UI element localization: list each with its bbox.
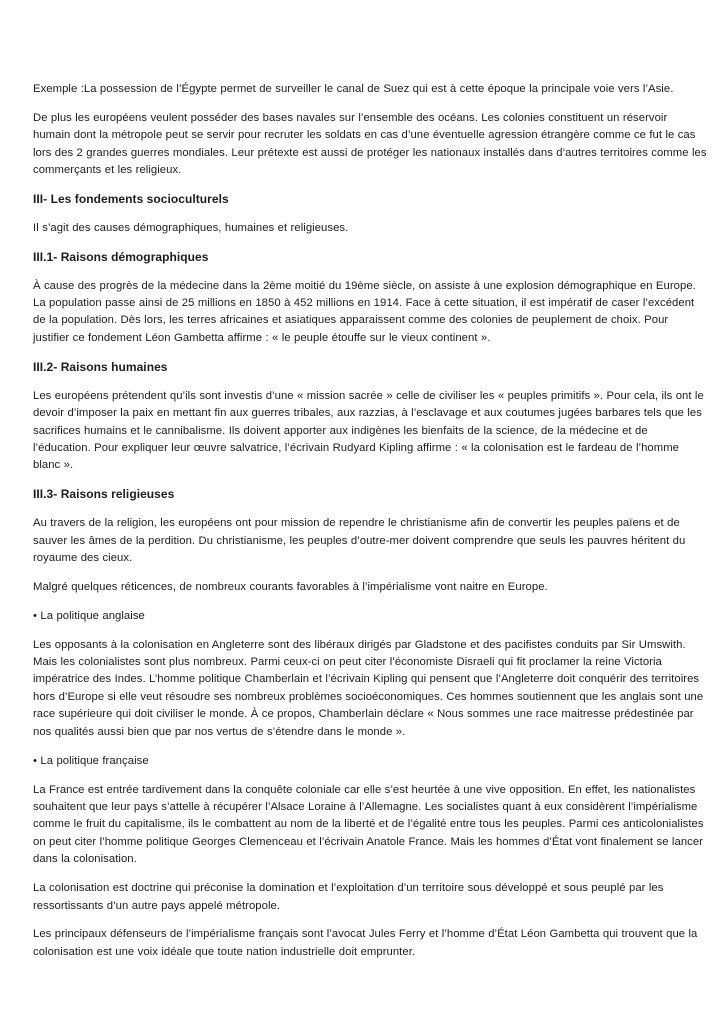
paragraph: Les principaux défenseurs de l’impérialisme français sont l’avocat Jules Ferry et l’homme d’État Léon Gambetta qui trouvent que la colonisation est une voix idéale que toute nation industrielle doit emprunter. <box>33 928 698 958</box>
paragraph: Les opposants à la colonisation en Angleterre sont des libéraux dirigés par Gladstone et des pacifistes conduits par Sir Umswith. Mais les colonialistes sont plus nombreux. Parmi ceux-ci on peut citer l’économiste Disraeli qui fit proclamer la reine Victoria impératrice des Indes. L’homme politique Chamberlain et l’écrivain Kipling qui pensent que l’Angleterre doit conquérir des territoires hors d’Europe si elle veut résoudre ses nombreux problèmes socioéconomiques. Ces hommes soutiennent que les anglais sont une race supérieure qui doit civiliser le monde. À ce propos, Chamberlain déclare « Nous sommes une race maitresse prédestinée par nos qualités aussi bien que par nos vertus de s’étendre dans le monde ». <box>33 638 704 738</box>
paragraph: De plus les européens veulent posséder des bases navales sur l’ensemble des océans. Les colonies constituent un réservoir humain dont la métropole peut se servir pour recruter les soldats en cas d’une éventuelle agression étrangère comme ce fut le cas lors des 2 grandes guerres mondiales. Leur prétexte est aussi de protéger les nationaux installés dans d’autres territoires comme les commerçants et les religieux. <box>33 111 707 177</box>
section-heading: III.3- Raisons religieuses <box>33 487 175 502</box>
paragraph: La France est entrée tardivement dans la conquête coloniale car elle s’est heurtée à une vive opposition. En effet, les nationalistes souhaitent que leur pays s’attelle à récupérer l’Alsace Loraine à l’Allemagne. Les socialistes quant à eux considèrent l’impérialisme comme le fruit du capitalisme, ils le combattent au nom de la liberté et de l’égalité entre tous les peuples. Parmi ces anticolonialistes on peut citer l’homme politique Georges Clemenceau et l’écrivain Anatole France. Mais les hommes d’État vont finalement se lancer dans la colonisation. <box>33 783 704 866</box>
section-heading: III.1- Raisons démographiques <box>33 249 209 264</box>
paragraph: La colonisation est doctrine qui préconise la domination et l’exploitation d’un territoire sous développé et sous peuplé par les ressortissants d’un autre pays appelé métropole. <box>33 882 664 912</box>
paragraph: Il s’agit des causes démographiques, humaines et religieuses. <box>33 221 349 234</box>
section-heading: III- Les fondements socioculturels <box>33 192 229 207</box>
paragraph: Au travers de la religion, les européens ont pour mission de rependre le christianisme afin de convertir les peuples païens et de sauver les âmes de la perdition. Du christianisme, les peuples d’outre-mer doivent comprendre que seuls les pauvres héritent du royaume des cieux. <box>33 517 686 565</box>
section-heading: III.2- Raisons humaines <box>33 359 168 374</box>
paragraph: Malgré quelques réticences, de nombreux courants favorables à l’impérialisme vont naitre en Europe. <box>33 580 548 593</box>
paragraph: Les européens prétendent qu’ils sont investis d’une « mission sacrée » celle de civiliser les « peuples primitifs ». Pour cela, ils ont le devoir d’imposer la paix en mettant fin aux guerres tribales, aux razzias, à l’esclavage et aux coutumes jugées barbares tels que les sacrifices humains et le cannibalisme. Ils doivent apporter aux indigènes les bienfaits de la science, de la médecine et de l’éducation. Pour expliquer leur œuvre salvatrice, l’écrivain Rudyard Kipling affirme : « la colonisation est le fardeau de l’homme blanc ». <box>33 389 704 472</box>
bullet-item: • La politique anglaise <box>33 609 145 622</box>
paragraph: À cause des progrès de la médecine dans la 2ème moitié du 19ème siècle, on assiste à une explosion démographique en Europe. La population passe ainsi de 25 millions en 1850 à 452 millions en 1914. Face à cette situation, il est impératif de caser l’excédent de la population. Dès lors, les terres africaines et asiatiques apparaissent comme des colonies de peuplement de choix. Pour justifier ce fondement Léon Gambetta affirme : « le peuple étouffe sur le vieux continent ». <box>33 279 696 344</box>
bullet-item: • La politique française <box>33 754 149 767</box>
paragraph: Exemple :La possession de l’Égypte permet de surveiller le canal de Suez qui est à cette époque la principale voie vers l’Asie. <box>33 83 674 95</box>
